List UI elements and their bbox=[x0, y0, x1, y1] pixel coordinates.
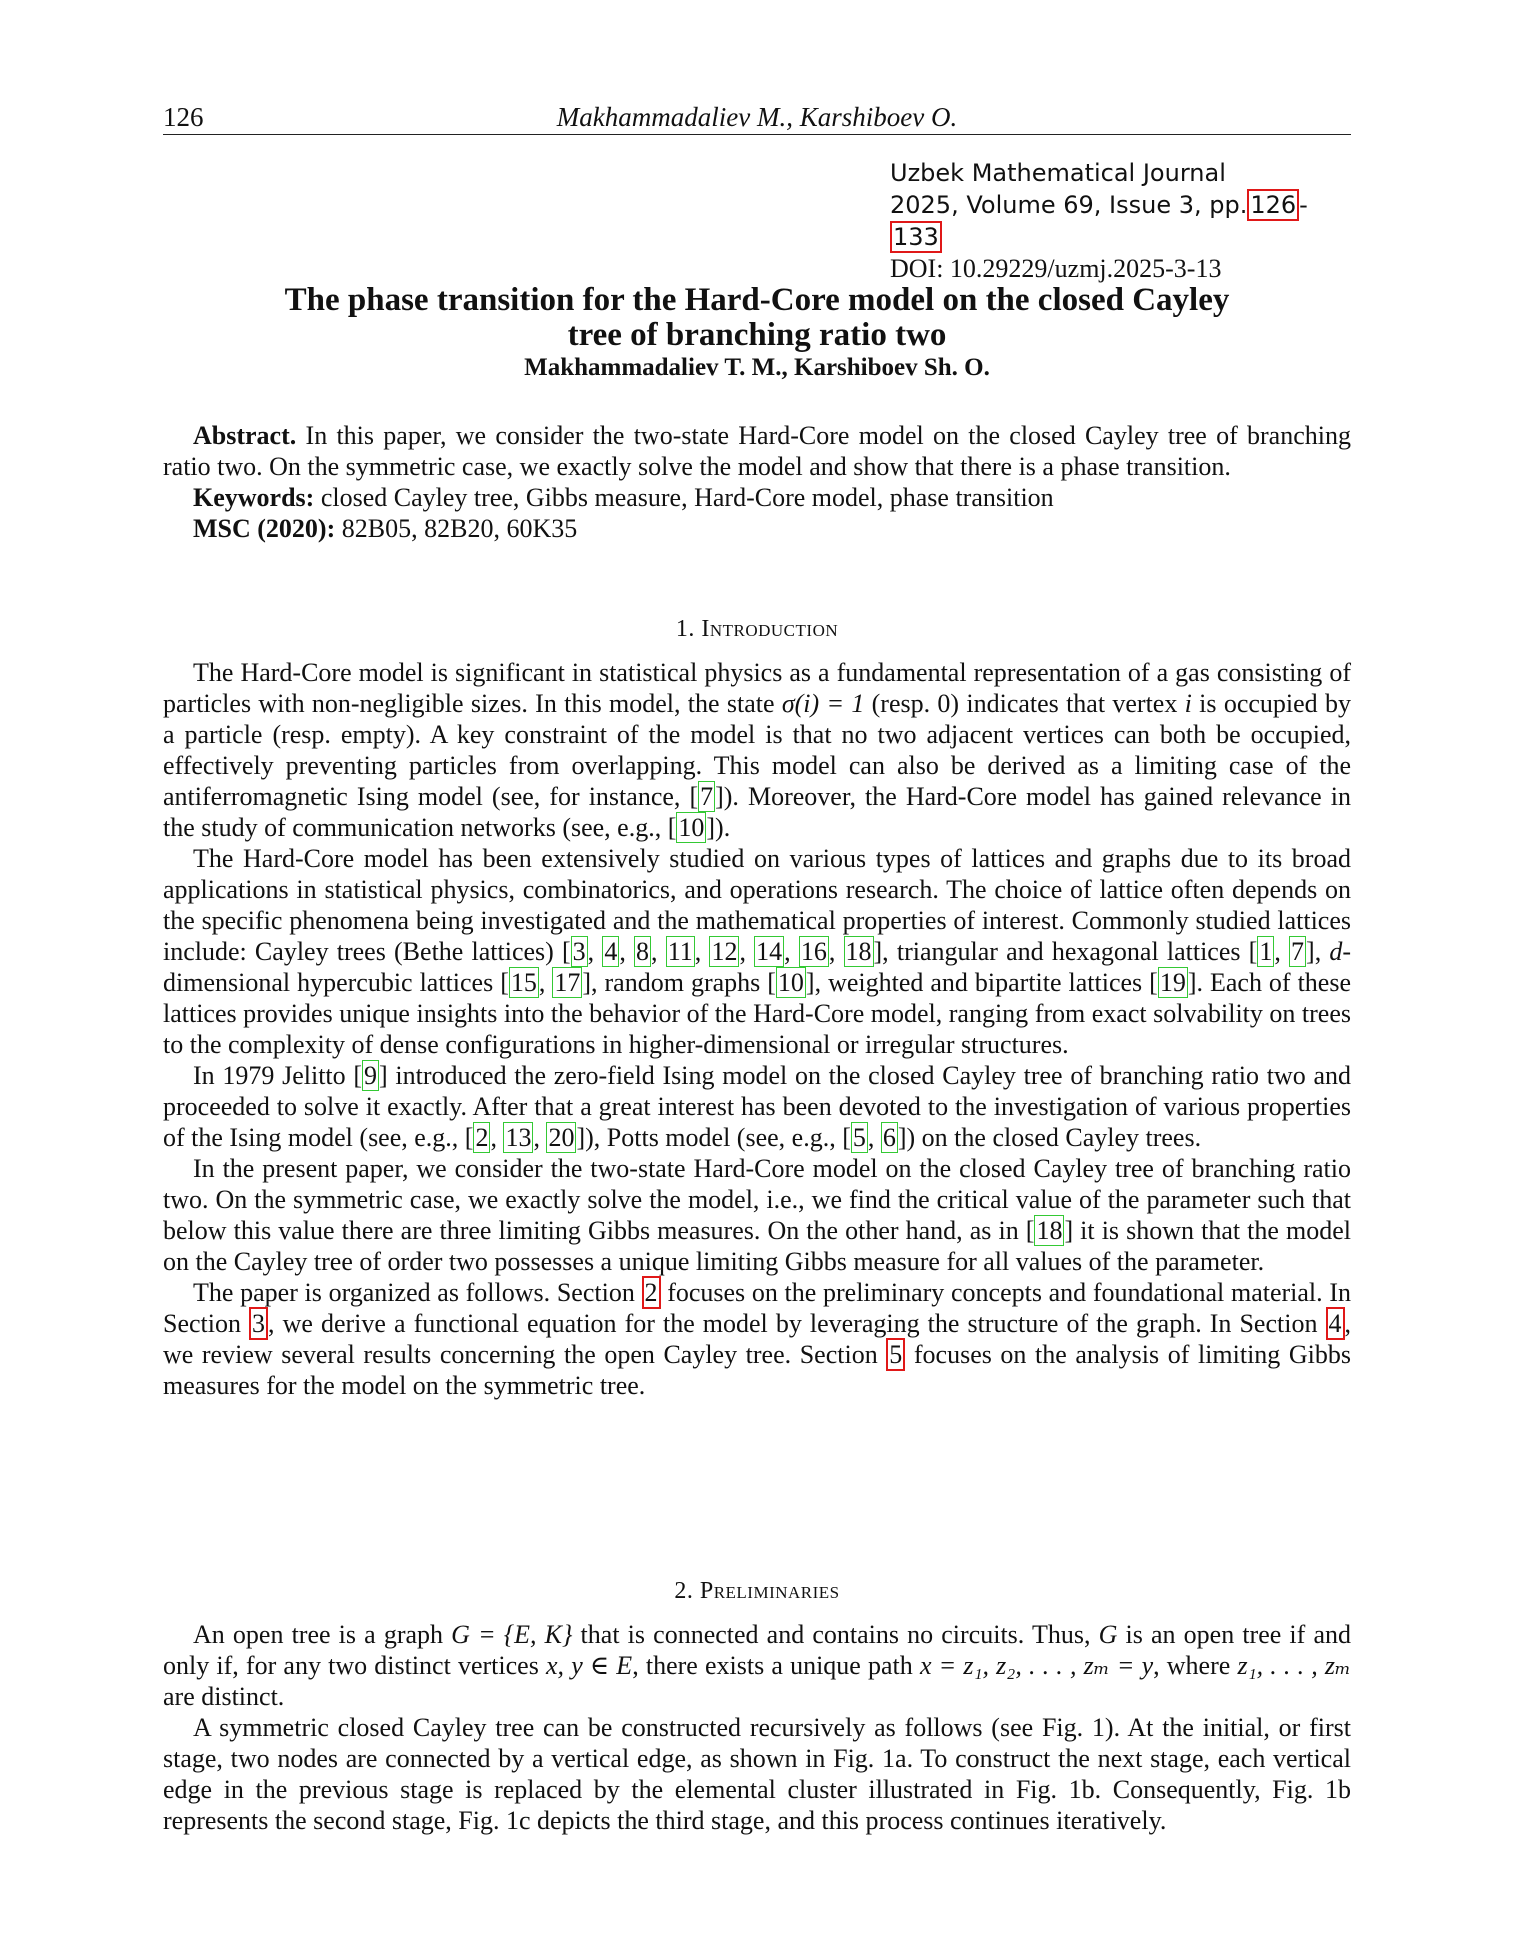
citation-link[interactable]: 20 bbox=[548, 1123, 575, 1152]
title-line-2: tree of branching ratio two bbox=[567, 317, 947, 353]
journal-name: Uzbek Mathematical Journal bbox=[890, 159, 1226, 187]
citation-link[interactable]: 1 bbox=[1259, 937, 1273, 966]
citation-link[interactable]: 11 bbox=[667, 937, 693, 966]
section-link[interactable]: 3 bbox=[249, 1307, 268, 1340]
page-number: 126 bbox=[163, 102, 204, 132]
journal-volume bbox=[890, 189, 1351, 253]
text: ], triangular and hexagonal lattices [ bbox=[873, 937, 1258, 966]
section-1-number: 1. bbox=[675, 616, 695, 642]
text: The Hard-Core model is significant in statistical physics as a fundamental representation of a gas consisting of particles with non-negligible sizes. In this model, the state bbox=[163, 658, 1351, 718]
text: (resp. 0) indicates that vertex bbox=[864, 689, 1185, 718]
math-path: x = z₁, z₂, . . . , zₘ = y bbox=[919, 1651, 1154, 1680]
text: The Hard-Core model has been extensively studied on various types of lattices and graphs due to its broad applications in statistical physics, combinatorics, and operations research. The choice of lattice often depends on the specific phenomena being investigated and the mathematical properties of interest. Commonly studied lattices include: Cayley trees (Bethe lattices) [ bbox=[163, 844, 1351, 966]
math-i: i bbox=[1184, 689, 1192, 718]
text: that is connected and contains no circuits. Thus, bbox=[572, 1620, 1099, 1649]
abstract-block bbox=[163, 420, 1351, 544]
text: ]) on the closed Cayley trees. bbox=[897, 1123, 1202, 1152]
abstract bbox=[163, 420, 1351, 482]
text: , we review several results concerning the open Cayley tree. Section bbox=[163, 1309, 1351, 1369]
math-graph: G = {E, K} bbox=[451, 1620, 573, 1649]
text: ]). bbox=[706, 813, 731, 842]
prelim-paragraph-2: A symmetric closed Cayley tree can be constructed recursively as follows (see Fig. 1). At the initial, or first stage, two nodes are connected by a vertical edge, as shown in Fig. 1a. To construct the next stage, each vertical edge in the previous stage is replaced by the elemental cluster illustrated in Fig. 1b. Consequently, Fig. 1b represents the second stage, Fig. 1c depicts the third stage, and this process continues iteratively. bbox=[163, 1713, 1351, 1835]
citation-link[interactable]: 18 bbox=[1036, 1216, 1063, 1245]
page-separator: - bbox=[1299, 191, 1308, 219]
math-d: d bbox=[1329, 937, 1343, 966]
text: ], bbox=[1306, 937, 1330, 966]
text: ], random graphs [ bbox=[582, 968, 776, 997]
text: ]), Potts model (see, e.g., [ bbox=[576, 1123, 851, 1152]
citation-link[interactable]: 10 bbox=[678, 813, 705, 842]
page-start-link[interactable]: 126 bbox=[1247, 189, 1299, 221]
citation-link[interactable]: 4 bbox=[604, 937, 618, 966]
keywords-label: Keywords: bbox=[193, 483, 315, 512]
section-introduction bbox=[163, 614, 1351, 1401]
citation-link[interactable]: 13 bbox=[505, 1123, 532, 1152]
section-2-heading bbox=[163, 1576, 1351, 1607]
text: -dimensional hypercubic lattices [ bbox=[163, 937, 1352, 997]
msc-label: MSC (2020): bbox=[193, 514, 336, 543]
text: , we derive a functional equation for the model by leveraging the structure of the graph. In Section bbox=[268, 1309, 1326, 1338]
citation-link[interactable]: 12 bbox=[711, 937, 738, 966]
text: ]. Each of these lattices provides unique insights into the behavior of the Hard-Core model, ranging from exact solvability on trees to the complexity of dense configurations in higher-dimensional or irregular structures. bbox=[163, 968, 1352, 1059]
page-end-link[interactable]: 133 bbox=[890, 221, 942, 253]
text: are distinct. bbox=[163, 1682, 285, 1711]
intro-paragraph-2: The Hard-Core model has been extensively studied on various types of lattices and graphs due to its broad applications in statistical physics, combinatorics, and operations research. The choice of lattice often depends on the specific phenomena being investigated and the mathematical properties of interest. Commonly studied lattices include: Cayley trees (Bethe lattices) [3, 4, 8, 11, 12, 14, 16, 18], triangular and hexagonal lattices [1, 7], d-dimensional hypercubic lattices [15, 17], random graphs [10], weighted and bipartite lattices [19]. Each of these lattices provides unique insights into the behavior of the Hard-Core model, ranging from exact solvability on trees to the complexity of dense configurations in higher-dimensional or irregular structures. bbox=[163, 844, 1352, 1059]
citation-link[interactable]: 7 bbox=[700, 782, 714, 811]
intro-paragraph-5 bbox=[163, 1277, 1351, 1401]
keywords bbox=[163, 482, 1351, 513]
math-distinct: z₁, . . . , zₘ bbox=[1237, 1651, 1351, 1680]
abstract-label: Abstract. bbox=[193, 421, 297, 450]
abstract-text: In this paper, we consider the two-state Hard-Core model on the closed Cayley tree of branching ratio two. On the symmetric case, we exactly solve the model and show that there is a phase transition. bbox=[163, 421, 1351, 481]
msc bbox=[163, 513, 1351, 544]
citation-link[interactable]: 3 bbox=[572, 937, 586, 966]
citation-link[interactable]: 19 bbox=[1159, 968, 1186, 997]
text: ] it is shown that the model on the Cayley tree of order two possesses a unique limiting Gibbs measure for all values of the parameter. bbox=[163, 1216, 1351, 1276]
section-1-title: Introduction bbox=[701, 616, 839, 642]
section-preliminaries bbox=[163, 1576, 1351, 1836]
text: focuses on the preliminary concepts and foundational material. In Section bbox=[163, 1278, 1351, 1338]
citation-link[interactable]: 16 bbox=[800, 937, 827, 966]
text: ]). Moreover, the Hard-Core model has gained relevance in the study of communication networks (see, e.g., [ bbox=[163, 782, 1352, 842]
text: In 1979 Jelitto [ bbox=[193, 1061, 363, 1090]
authors: Makhammadaliev T. M., Karshiboev Sh. O. bbox=[524, 354, 990, 381]
citation-link[interactable]: 7 bbox=[1291, 937, 1305, 966]
title-line-1: The phase transition for the Hard-Core model on the closed Cayley bbox=[284, 282, 1230, 318]
text: ] introduced the zero-field Ising model on the closed Cayley tree of branching ratio two and proceeded to solve it exactly. After that a great interest has been devoted to the investigation of various properties of the Ising model (see, e.g., [ bbox=[163, 1061, 1351, 1152]
msc-text: 82B05, 82B20, 60K35 bbox=[335, 514, 578, 543]
citation-link[interactable]: 10 bbox=[777, 968, 804, 997]
page-header bbox=[163, 102, 1351, 135]
citation-link[interactable]: 8 bbox=[636, 937, 650, 966]
intro-paragraph-1 bbox=[163, 657, 1351, 843]
running-title: Makhammadaliev M., Karshiboev O. bbox=[556, 102, 958, 132]
section-link[interactable]: 5 bbox=[886, 1338, 905, 1371]
section-1-heading bbox=[163, 614, 1351, 645]
citation-link[interactable]: 2 bbox=[475, 1123, 489, 1152]
citation-link[interactable]: 14 bbox=[756, 937, 783, 966]
text: ], weighted and bipartite lattices [ bbox=[805, 968, 1158, 997]
math-g: G bbox=[1098, 1620, 1118, 1649]
text: focuses on the analysis of limiting Gibbs measures for the model on the symmetric tree. bbox=[163, 1340, 1351, 1400]
text: , where bbox=[1153, 1651, 1238, 1680]
citation-link[interactable]: 17 bbox=[554, 968, 581, 997]
citation-link[interactable]: 9 bbox=[364, 1061, 378, 1090]
section-2-number: 2. bbox=[674, 1578, 694, 1604]
text: is an open tree if and only if, for any two distinct vertices bbox=[163, 1620, 1351, 1680]
math-sigma: σ(i) = 1 bbox=[781, 689, 865, 718]
doi: DOI: 10.29229/uzmj.2025-3-13 bbox=[890, 254, 1222, 283]
section-2-title: Preliminaries bbox=[699, 1578, 840, 1604]
volume-text: 2025, Volume 69, Issue 3, pp. bbox=[890, 191, 1248, 219]
keywords-text: closed Cayley tree, Gibbs measure, Hard-Core model, phase transition bbox=[314, 483, 1054, 512]
citation-link[interactable]: 6 bbox=[882, 1123, 896, 1152]
citation-link[interactable]: 15 bbox=[510, 968, 537, 997]
paper-title bbox=[163, 283, 1351, 353]
citation-link[interactable]: 5 bbox=[852, 1123, 866, 1152]
text: In the present paper, we consider the two-state Hard-Core model on the closed Cayley tree of branching ratio two. On the symmetric case, we exactly solve the model, i.e., we find the critical value of the parameter such that below this value there are three limiting Gibbs measures. On the other hand, as in [ bbox=[163, 1154, 1351, 1245]
section-link[interactable]: 2 bbox=[642, 1276, 661, 1309]
section-link[interactable]: 4 bbox=[1326, 1307, 1345, 1340]
text: , there exists a unique path bbox=[632, 1651, 920, 1680]
text: is occupied by a particle (resp. empty). A key constraint of the model is that no two adjacent vertices can both be occupied, effectively preventing particles from overlapping. This model can also be derived as a limiting case of the antiferromagnetic Ising model (see, for instance, [ bbox=[163, 689, 1351, 811]
citation-link[interactable]: 18 bbox=[845, 937, 872, 966]
text: An open tree is a graph bbox=[193, 1620, 452, 1649]
journal-info bbox=[890, 157, 1351, 285]
intro-paragraph-4 bbox=[163, 1153, 1351, 1277]
math-vertices: x, y ∈ E bbox=[546, 1651, 633, 1680]
text: The paper is organized as follows. Section bbox=[193, 1278, 642, 1307]
prelim-paragraph-1 bbox=[163, 1619, 1351, 1712]
intro-paragraph-3: In 1979 Jelitto [9] introduced the zero-field Ising model on the closed Cayley tree of branching ratio two and proceeded to solve it exactly. After that a great interest has been devoted to the investigation of various properties of the Ising model (see, e.g., [2, 13, 20]), Potts model (see, e.g., [5, 6]) on the closed Cayley trees. bbox=[163, 1061, 1351, 1152]
